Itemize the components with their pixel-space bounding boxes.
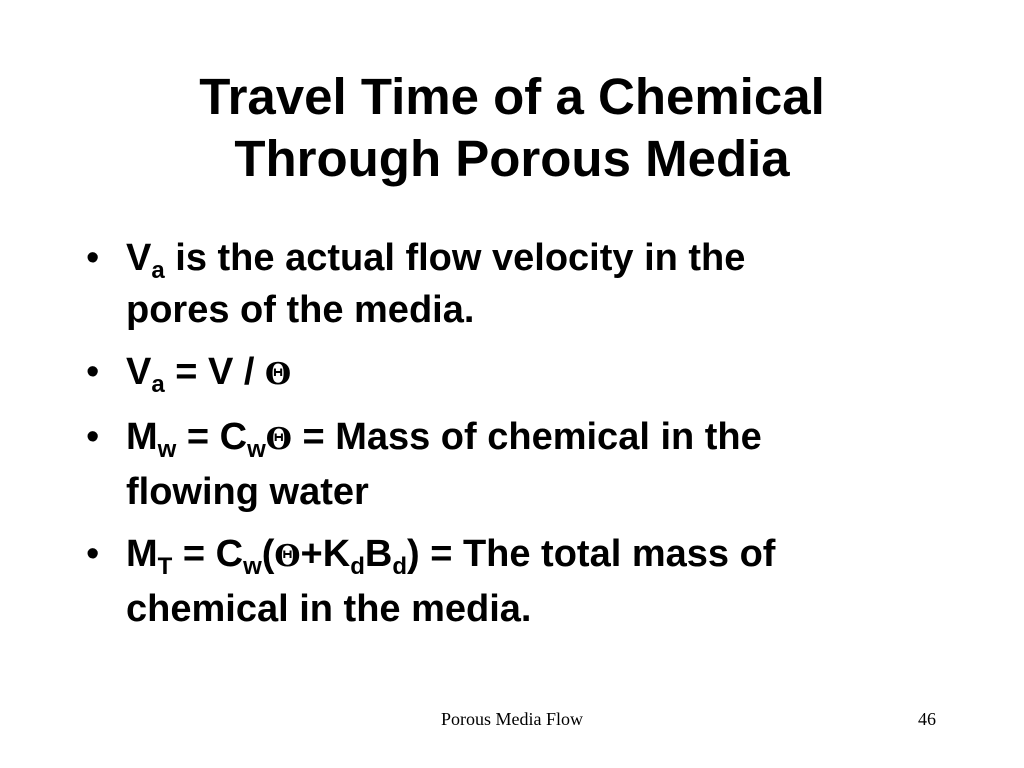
var-m: M	[126, 416, 158, 458]
subscript-w: w	[243, 553, 262, 580]
equation-text: = C	[172, 533, 244, 575]
bullet-marker: •	[86, 416, 100, 458]
paren-open: (	[261, 533, 275, 575]
bullet-item-velocity-equation	[86, 346, 946, 401]
equation-text: = C	[176, 416, 248, 458]
subscript-t: T	[157, 553, 173, 580]
var-b: B	[364, 533, 393, 575]
bullet-text-line1: ) = The total mass of	[406, 533, 776, 575]
bullet-list	[86, 232, 946, 635]
subscript-a: a	[151, 371, 165, 398]
bullet-item-actual-velocity	[86, 232, 946, 336]
title-line-1: Travel Time of a Chemical	[199, 68, 825, 125]
theta-symbol: Θ	[265, 422, 292, 457]
var-v: V	[126, 237, 152, 279]
bullet-text-line1: = Mass of chemical in the	[291, 416, 762, 458]
title-line-2: Through Porous Media	[234, 130, 790, 187]
bullet-marker: •	[86, 351, 100, 393]
subscript-w: w	[157, 436, 177, 463]
bullet-marker: •	[86, 533, 100, 575]
bullet-item-mass-water	[86, 411, 946, 518]
var-m: M	[126, 533, 158, 575]
theta-symbol: Θ	[274, 539, 301, 574]
subscript-d: d	[392, 553, 407, 580]
subscript-a: a	[151, 257, 165, 284]
footer-title: Porous Media Flow	[440, 709, 583, 729]
theta-symbol: Θ	[265, 357, 292, 392]
bullet-text-line2: chemical in the media.	[126, 588, 532, 630]
equation-text: = V /	[164, 351, 266, 393]
bullet-text-line1: is the actual flow velocity in the	[164, 237, 746, 279]
bullet-text-line2: pores of the media.	[126, 289, 475, 331]
slide-title	[40, 66, 984, 190]
var-v: V	[126, 351, 152, 393]
bullet-marker: •	[86, 237, 100, 279]
bullet-text-line2: flowing water	[126, 471, 369, 513]
plus-k: +K	[300, 533, 351, 575]
bullet-item-total-mass	[86, 528, 946, 635]
page-number: 46	[918, 709, 936, 729]
subscript-w: w	[247, 436, 266, 463]
subscript-d: d	[350, 553, 365, 580]
